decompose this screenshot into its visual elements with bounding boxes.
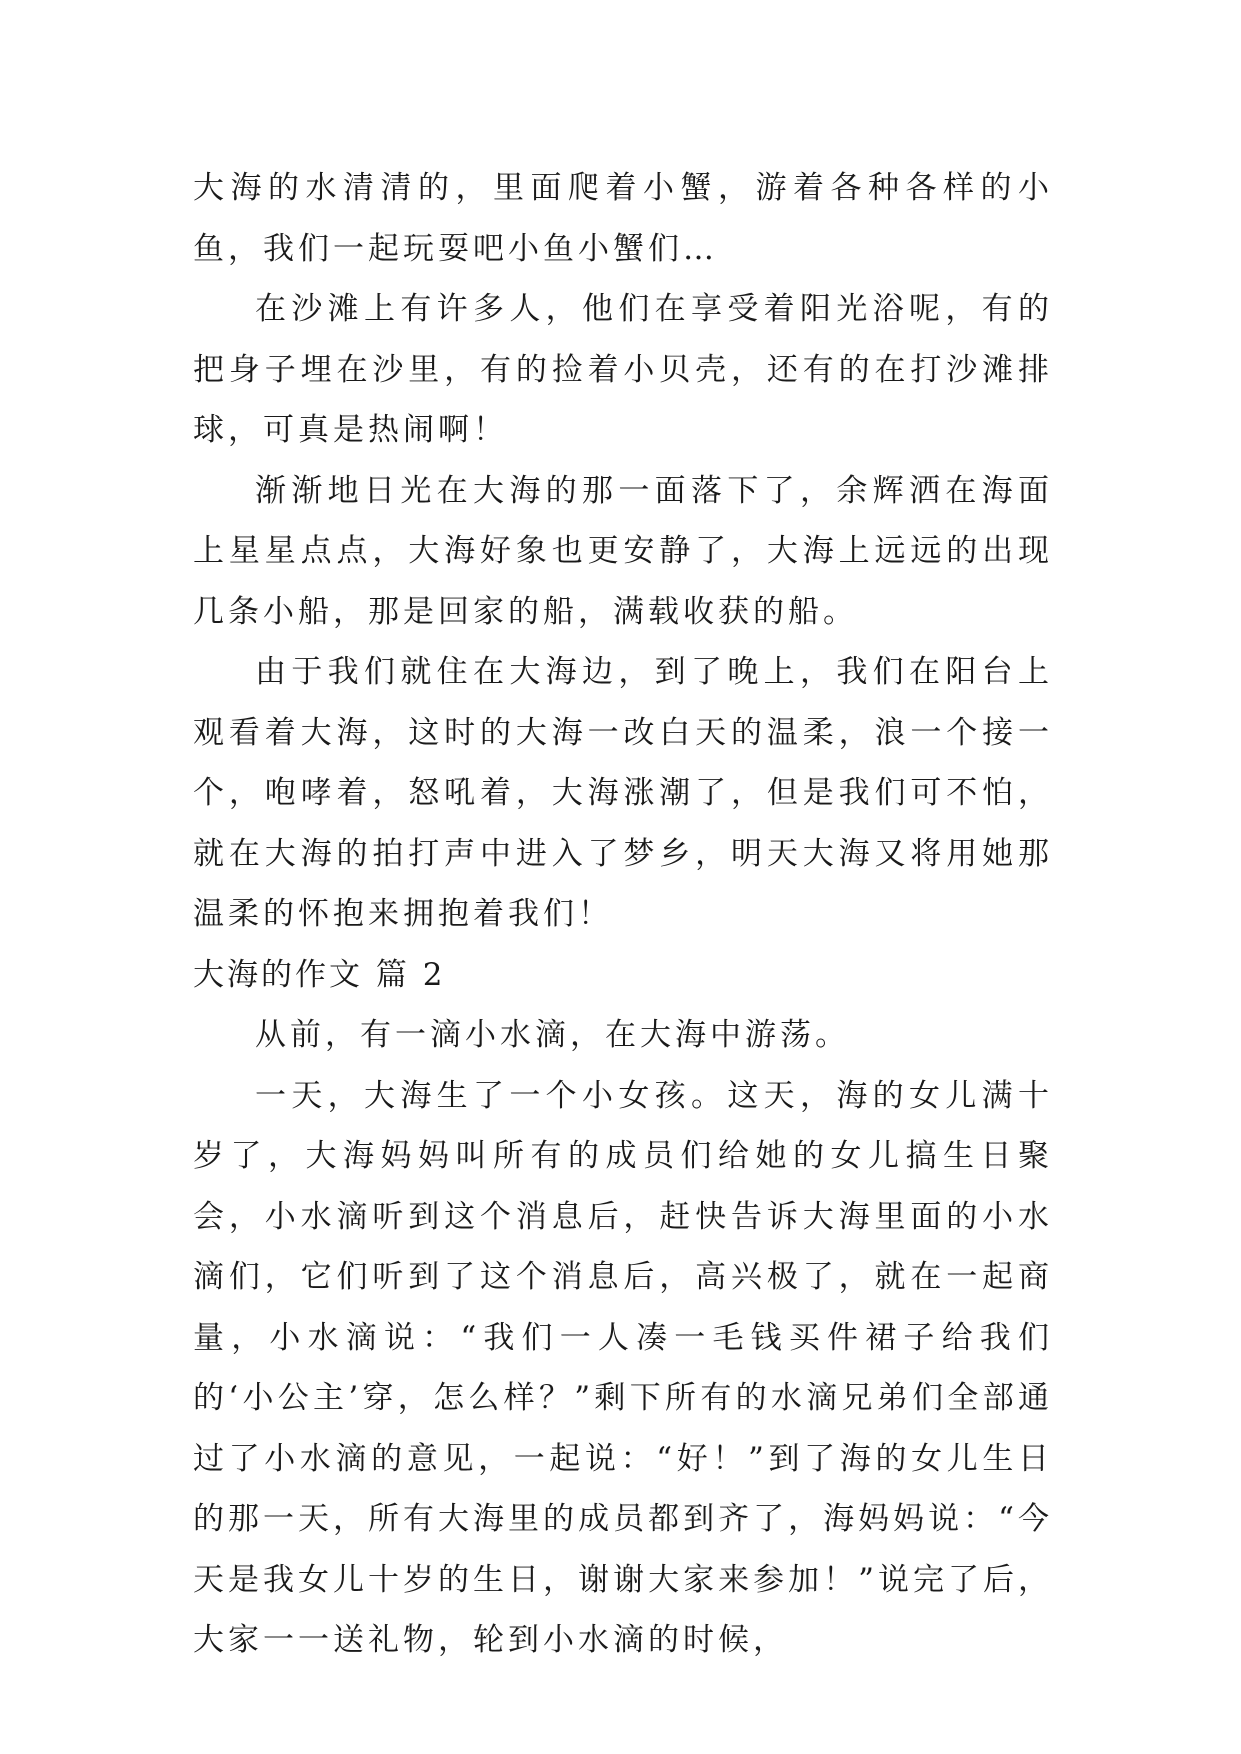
paragraph-birthday: 一天，大海生了一个小女孩。这天，海的女儿满十岁了，大海妈妈叫所有的成员们给她的女儿搞生日聚会，小水滴听到这个消息后，赶快告诉大海里面的小水滴们，它们听到了这个消息后，高兴极了，就在一起商量，小水滴说：“我们一人凑一毛钱买件裙子给我们的‘小公主’穿，怎么样？”剩下所有的水滴兄弟们全部通过了小水滴的意见，一起说：“好！”到了海的女儿生日的那一天，所有大海里的成员都到齐了，海妈妈说：“今天是我女儿十岁的生日，谢谢大家来参加！”说完了后，大家一一送礼物，轮到小水滴的时候， (193, 1077, 1053, 1658)
section-heading: 大海的作文 篇 2 (193, 956, 446, 993)
paragraph-seawater: 大海的水清清的，里面爬着小蟹，游着各种各样的小鱼，我们一起玩耍吧小鱼小蟹们… (193, 170, 1053, 267)
document-body (193, 158, 1053, 1671)
paragraph-sunset: 渐渐地日光在大海的那一面落下了，余辉洒在海面上星星点点，大海好象也更安静了，大海上远远的出现几条小船，那是回家的船，满载收获的船。 (193, 472, 1053, 630)
paragraph-night-sea: 由于我们就住在大海边，到了晚上，我们在阳台上观看着大海，这时的大海一改白天的温柔，浪一个接一个，咆哮着，怒吼着，大海涨潮了，但是我们可不怕，就在大海的拍打声中进入了梦乡，明天大海又将用她那温柔的怀抱来拥抱着我们！ (193, 654, 1053, 932)
paragraph-water-drop: 从前，有一滴小水滴，在大海中游荡。 (255, 1017, 850, 1053)
paragraph-beach: 在沙滩上有许多人，他们在享受着阳光浴呢，有的把身子埋在沙里，有的捡着小贝壳，还有的在打沙滩排球，可真是热闹啊！ (193, 291, 1053, 448)
